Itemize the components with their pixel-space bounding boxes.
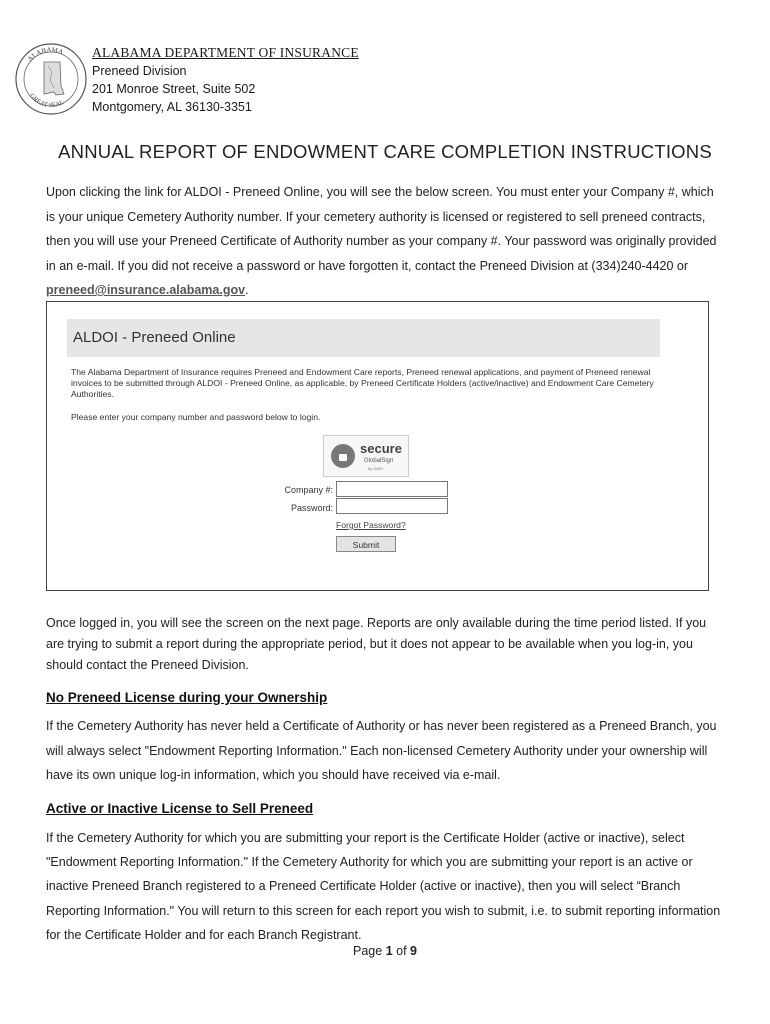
lock-icon [331,444,355,468]
svg-text:GREAT SEAL: GREAT SEAL [28,92,66,110]
login-screenshot [46,301,709,591]
page-footer [0,944,770,958]
letterhead [92,44,359,116]
login-prompt: Please enter your company number and password below to login. [71,412,321,422]
screenshot-title: ALDOI - Preneed Online [73,329,236,346]
company-label: Company #: [284,485,333,495]
of-word: of [396,944,407,958]
badge-gmo-text: by GMO [368,466,383,471]
screenshot-description: The Alabama Department of Insurance requires Preneed and Endowment Care reports, Preneed renewal applications, and payment of Preneed renewal invoices to be submitted through ALDOI - Preneed Online, as applicable, by Preneed Certificate Holders (active/inactive) and Endowment Care Cemetery Authorities. [71,367,654,399]
address-line-1: 201 Monroe Street, Suite 502 [92,82,256,96]
submit-button[interactable]: Submit [336,536,396,552]
badge-secure-text: secure [360,441,402,456]
secure-badge [323,435,409,477]
password-label: Password: [290,503,333,513]
email-link[interactable]: preneed@insurance.alabama.gov [46,283,246,297]
page-title: ANNUAL REPORT OF ENDOWMENT CARE COMPLETION INSTRUCTIONS [58,141,712,162]
password-input[interactable] [336,498,448,514]
address-line-2: Montgomery, AL 36130-3351 [92,100,252,114]
intro-end: . [245,283,249,297]
section-text-no-license: If the Cemetery Authority has never held a Certificate of Authority or has never been registered as a Preneed Branch, you will always select "Endowment Reporting Information." Each non-licensed Cemetery Authority under your ownership will have its own unique log-in information, which you should have received via e-mail. [46,719,717,782]
department-name: ALABAMA DEPARTMENT OF INSURANCE [92,45,359,60]
section-heading-active-license: Active or Inactive License to Sell Preneed [46,801,314,816]
svg-text:ALABAMA: ALABAMA [25,45,65,64]
page-current: 1 [385,944,393,958]
page-word: Page [353,944,383,958]
forgot-password-link[interactable]: Forgot Password? [336,520,406,530]
intro-paragraph [46,180,726,303]
alabama-seal-logo [14,42,88,116]
company-input[interactable] [336,481,448,497]
badge-globalsign-text: GlobalSign [364,458,394,464]
section-heading-no-license: No Preneed License during your Ownership [46,690,328,705]
logged-in-paragraph: Once logged in, you will see the screen on the next page. Reports are only available during the time period listed. If you are trying to submit a report during the appropriate period, but it does not appear to be available when you log-in, you should contact the Preneed Division. [46,616,707,672]
division-name: Preneed Division [92,64,187,78]
page-total: 9 [410,944,417,958]
screenshot-title-bar [67,319,660,357]
intro-text: Upon clicking the link for ALDOI - Preneed Online, you will see the below screen. You must enter your Company #, which is your unique Cemetery Authority number. If your cemetery authority is licensed or registered to sell preneed contracts, then you will use your Preneed Certificate of Authority number as your company #. Your password was originally provided in an e-mail. If you did not receive a password or have forgotten it, contact the Preneed Division at (334)240-4420 or [46,185,717,273]
section-text-active-license: If the Cemetery Authority for which you are submitting your report is the Certificate Holder (active or inactive), select "Endowment Reporting Information." If the Cemetery Authority for which you are submitting your report is an active or inactive Preneed Branch registered to a Preneed Certificate Holder (active or inactive), then you will select “Branch Reporting Information." You will return to this screen for each report you wish to submit, i.e. to submit reporting information for the Certificate Holder and for each Branch Registrant. [46,831,721,942]
